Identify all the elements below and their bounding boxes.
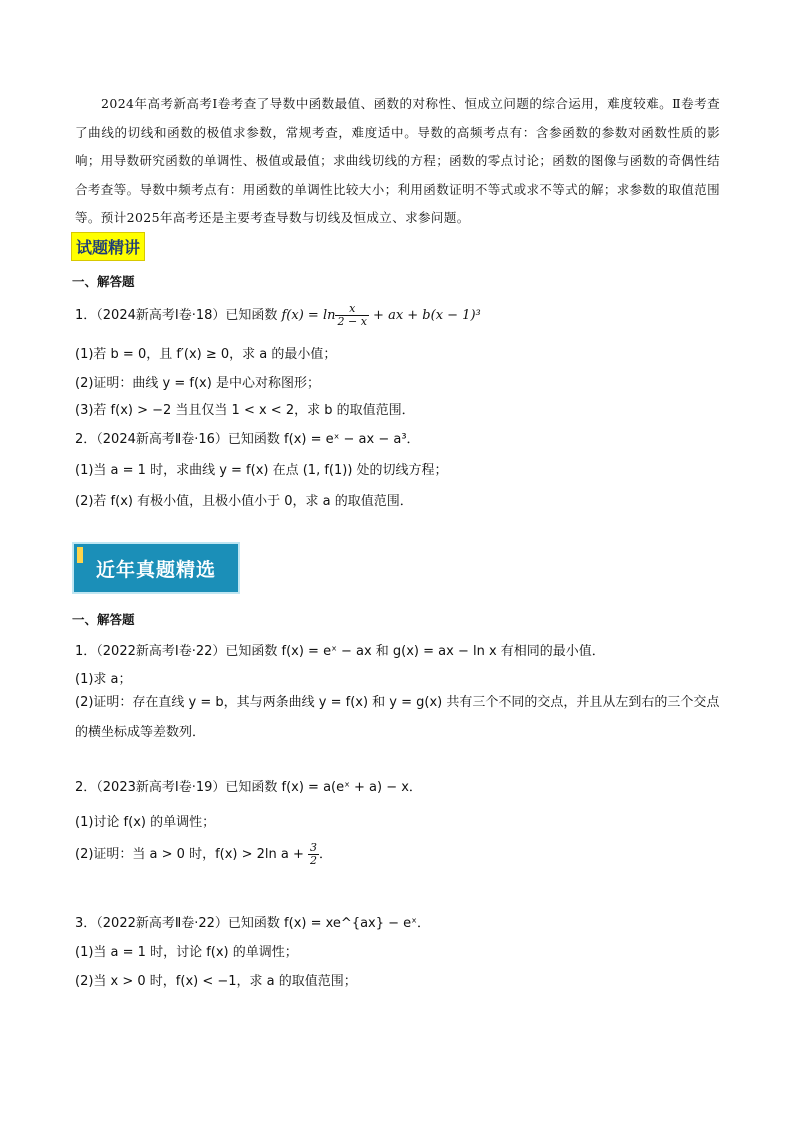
problem-2-q1: (1)当 a = 1 时，求曲线 y = f(x) 在点 (1, f(1)) 处的切线方程；	[75, 463, 448, 478]
problem-4-stem: 2．（2023新高考Ⅰ卷·19）已知函数 f(x) = a(eˣ + a) − x．	[75, 780, 422, 795]
problem-2-q2: (2)若 f(x) 有极小值，且极小值小于 0，求 a 的取值范围．	[75, 494, 413, 509]
problem-3-q2: (2)证明：存在直线 y = b，其与两条曲线 y = f(x) 和 y = g(x) 共有三个不同的交点，并且从左到右的三个交点的横坐标成等差数列．	[75, 695, 720, 740]
intro-paragraph: 2024年高考新高考Ⅰ卷考查了导数中函数最值、函数的对称性、恒成立问题的综合运用，难度较难。Ⅱ卷考查了曲线的切线和函数的极值求参数，常规考查，难度适中。导数的高频考点有：含参函数的参数对函数性质的影响；用导数研究函数的单调性、极值或最值；求曲线切线的方程；函数的零点讨论；函数的图像与函数的奇偶性结合考查等。导数中频考点有：用函数的单调性比较大小；利用函数证明不等式或求不等式的解；求参数的取值范围等。预计2025年高考还是主要考查导数与切线及恒成立、求参问题。	[75, 96, 721, 225]
problem-1-stem	[75, 303, 481, 328]
problem-4-fraction	[308, 842, 319, 867]
section-heading-answers-2: 一、解答题	[72, 612, 135, 627]
problem-5-q1: (1)当 a = 1 时，讨论 f(x) 的单调性；	[75, 945, 298, 960]
fraction-denominator: 2 − x	[337, 315, 367, 328]
fraction-denominator: 2	[310, 854, 318, 867]
problem-1-func: f(x) = ln	[281, 308, 336, 323]
section-heading-answers: 一、解答题	[72, 274, 135, 289]
banner-title: 近年真题精选	[95, 558, 216, 581]
section-banner	[72, 542, 240, 594]
problem-5-q2: (2)当 x > 0 时，f(x) < −1，求 a 的取值范围；	[75, 974, 357, 989]
problem-4-q2-tail: ．	[319, 847, 333, 862]
fraction-numerator: 3	[310, 841, 318, 854]
problem-1-q3: (3)若 f(x) > −2 当且仅当 1 < x < 2，求 b 的取值范围．	[75, 403, 415, 418]
problem-1-stem-text: 1．（2024新高考Ⅰ卷·18）已知函数	[75, 308, 282, 323]
fraction-numerator: x	[335, 303, 368, 316]
problem-3-q1: (1)求 a；	[75, 672, 132, 687]
problem-4-q2	[75, 842, 332, 867]
problem-4-q2-text: (2)证明：当 a > 0 时，f(x) > 2ln a +	[75, 847, 309, 862]
problem-1-q1: (1)若 b = 0，且 f′(x) ≥ 0，求 a 的最小值；	[75, 347, 337, 362]
section-tag-exam-analysis: 试题精讲	[71, 232, 145, 261]
problem-1-func-tail: + ax + b(x − 1)³	[368, 308, 481, 323]
problem-1-q2: (2)证明：曲线 y = f(x) 是中心对称图形；	[75, 376, 320, 391]
problem-1-fraction	[335, 303, 368, 328]
problem-3-stem: 1．（2022新高考Ⅰ卷·22）已知函数 f(x) = eˣ − ax 和 g(x) = ax − ln x 有相同的最小值．	[75, 644, 605, 659]
problem-2-stem: 2．（2024新高考Ⅱ卷·16）已知函数 f(x) = eˣ − ax − a³．	[75, 432, 420, 447]
problem-4-q1: (1)讨论 f(x) 的单调性；	[75, 815, 216, 830]
problem-5-stem: 3．（2022新高考Ⅱ卷·22）已知函数 f(x) = xe^{ax} − eˣ．	[75, 916, 430, 931]
